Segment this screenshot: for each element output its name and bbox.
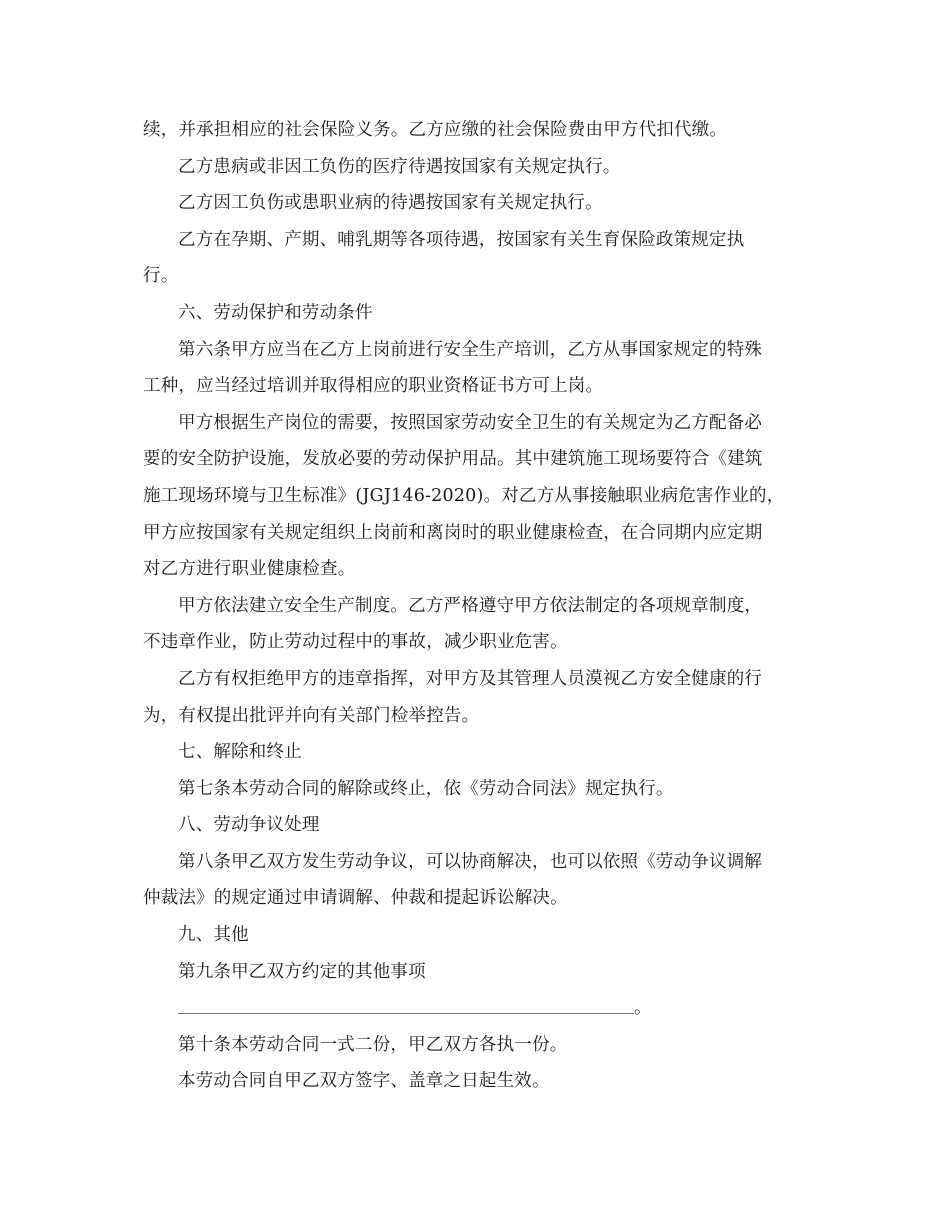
text-line: 第九条甲乙双方约定的其他事项 (178, 961, 426, 982)
document-page (143, 112, 806, 1100)
fill-in-blank-line (178, 1013, 634, 1014)
text-line: 施工现场环境与卫生标准》(JGJ146-2020)。对乙方从事接触职业病危害作业的， (143, 485, 785, 506)
text-line: 七、解除和终止 (178, 742, 302, 763)
text-line: 九、其他 (178, 925, 249, 946)
text-line: 工种，应当经过培训并取得相应的职业资格证书方可上岗。 (143, 376, 604, 397)
text-line: 续，并承担相应的社会保险义务。乙方应缴的社会保险费由甲方代扣代缴。 (143, 120, 728, 140)
text-line: 乙方在孕期、产期、哺乳期等各项待遇，按国家有关生育保险政策规定执 (178, 229, 745, 250)
text-line: 不违章作业，防止劳动过程中的事故，减少职业危害。 (143, 632, 568, 653)
text-line: 本劳动合同自甲乙双方签字、盖章之日起生效。 (178, 1071, 550, 1092)
text-line: 对乙方进行职业健康检查。 (143, 559, 356, 580)
text-line: 第十条本劳动合同一式二份，甲乙双方各执一份。 (178, 1034, 568, 1055)
text-line: 行。 (143, 266, 179, 287)
text-line: 乙方患病或非因工负伤的医疗待遇按国家有关规定执行。 (178, 156, 621, 177)
text-line: 第六条甲方应当在乙方上岗前进行安全生产培训，乙方从事国家规定的特殊 (178, 339, 763, 360)
other-matters-blank-row (143, 990, 806, 1027)
text-line: 第八条甲乙双方发生劳动争议，可以协商解决，也可以依照《劳动争议调解 (178, 851, 763, 872)
text-line: 六、劳动保护和劳动条件 (178, 302, 373, 323)
text-line: 第七条本劳动合同的解除或终止，依《劳动合同法》规定执行。 (178, 778, 674, 799)
text-line: 乙方因工负伤或患职业病的待遇按国家有关规定执行。 (178, 193, 603, 214)
text-line: 八、劳动争议处理 (178, 815, 320, 836)
text-line: 甲方根据生产岗位的需要，按照国家劳动安全卫生的有关规定为乙方配备必 (178, 412, 763, 433)
text-line: 乙方有权拒绝甲方的违章指挥，对甲方及其管理人员漠视乙方安全健康的行 (178, 668, 763, 689)
text-line: 要的安全防护设施，发放必要的劳动保护用品。其中建筑施工现场要符合《建筑 (143, 449, 763, 470)
text-line: 甲方依法建立安全生产制度。乙方严格遵守甲方依法制定的各项规章制度， (178, 595, 763, 616)
blank-line-period: 。 (634, 998, 652, 1019)
text-line: 仲裁法》的规定通过申请调解、仲裁和提起诉讼解决。 (143, 888, 568, 909)
text-line: 为，有权提出批评并向有关部门检举控告。 (143, 705, 480, 726)
document-body (143, 112, 806, 990)
document-closing (143, 1027, 806, 1100)
text-line: 甲方应按国家有关规定组织上岗前和离岗时的职业健康检查，在合同期内应定期 (143, 522, 763, 543)
